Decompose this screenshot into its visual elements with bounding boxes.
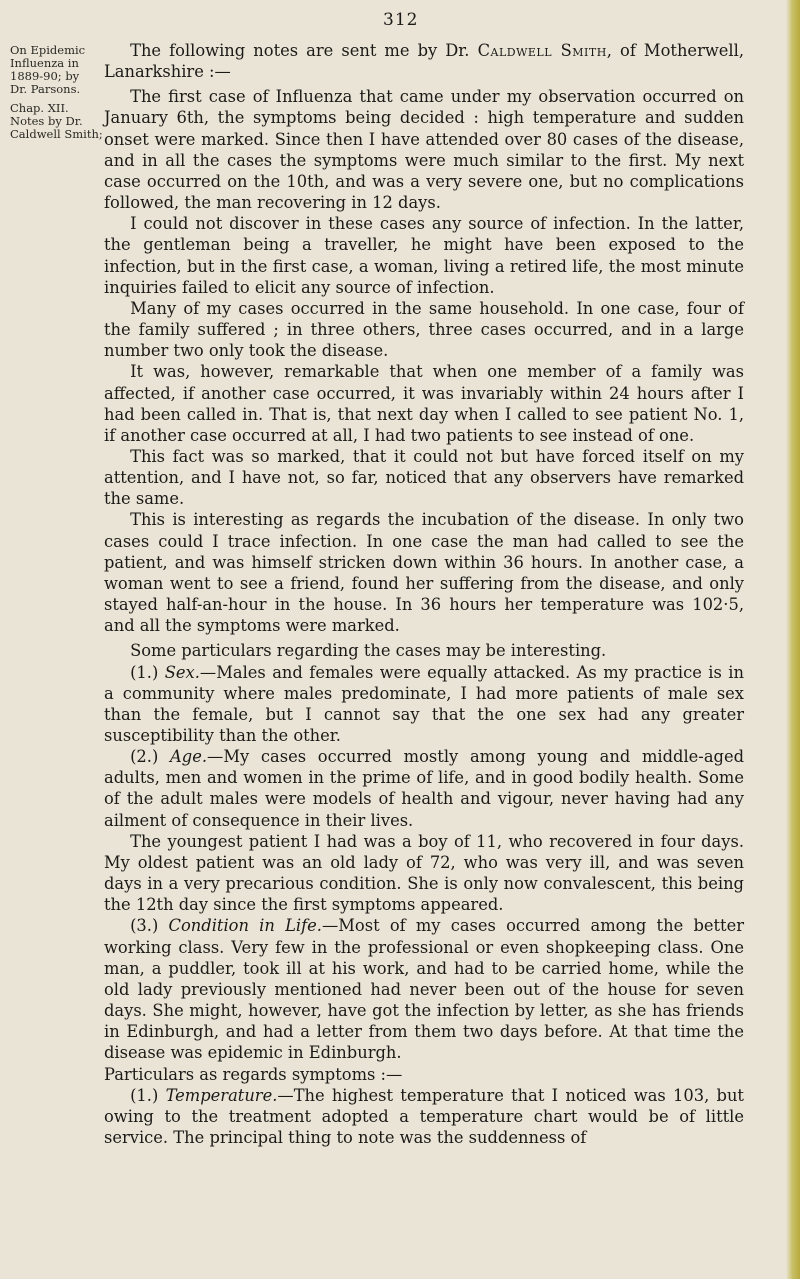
section-heading: Age. bbox=[170, 747, 208, 767]
section-heading: Temperature. bbox=[165, 1085, 278, 1105]
paragraph-condition: (3.) Condition in Life.—Most of my cases occurred among the better working class. Very few in the professional or even shopkeeping class. One man, a puddler, took ill at his work, and had to be carried home, while the old lady previously mentioned had never been out of the house for seven days. She might, however, have got the infection by letter, as she has friends in Edinburgh, and had a letter from them two days before. At that time the disease was epidemic in Edinburgh. bbox=[104, 916, 745, 1063]
paragraph: Particulars as regards symptoms :— bbox=[104, 1064, 403, 1084]
margin-line: 1889-90; by bbox=[10, 69, 80, 83]
margin-line: Notes by Dr. bbox=[10, 114, 83, 128]
paragraph: Many of my cases occurred in the same household. In one case, four of the family suffered ; in three others, three cases occurred, and in a large number two only took the disease. bbox=[104, 298, 744, 361]
paragraph: Some particulars regarding the cases may be interesting. bbox=[130, 641, 607, 661]
page-edge bbox=[786, 0, 800, 1279]
intro-paragraph: The following notes are sent me by Dr. Caldwell Smith, of Motherwell, Lanarkshire :— bbox=[104, 41, 745, 82]
section-heading: Condition in Life. bbox=[168, 916, 322, 936]
margin-chapter: Chap. XII. bbox=[10, 101, 69, 115]
margin-line: On Epidemic bbox=[10, 43, 86, 57]
margin-note bbox=[10, 43, 103, 141]
margin-line: Caldwell Smith; bbox=[10, 127, 103, 141]
paragraph: This is interesting as regards the incubation of the disease. In only two cases could I trace infection. In one case the man had called to see the patient, and was himself stricken down within 36 hours. In another case, a woman went to see a friend, found her suffering from the disease, and only stayed half-an-hour in the house. In 36 hours her temperature was 102·5, and all the symptoms were marked. bbox=[104, 510, 744, 636]
margin-line: Dr. Parsons. bbox=[10, 82, 81, 96]
paragraph: The youngest patient I had was a boy of 11, who recovered in four days. My oldest patient was an old lady of 72, who was very ill, and was seven days in a very precarious condition. She is only now convalescent, this being the 12th day since the first symptoms appeared. bbox=[104, 831, 744, 915]
paragraph-temperature: (1.) Temperature.—The highest temperature that I noticed was 103, but owing to the treatment adopted a temperature chart would be of little service. The principal thing to note was the suddenness of bbox=[104, 1085, 744, 1147]
margin-line: Influenza in bbox=[10, 56, 79, 70]
author-name: Caldwell Smith bbox=[477, 41, 607, 60]
paragraph: The first case of Influenza that came under my observation occurred on January 6th, the symptoms being decided : high temperature and sudden onset were marked. Since then I have attended over 80 cases of the disease, and in all the cases the symptoms were much similar to the first. My next case occurred on the 10th, and was a very severe one, but no complications followed, the man recovering in 12 days. bbox=[104, 87, 744, 213]
page-number: 312 bbox=[383, 10, 419, 30]
body-text bbox=[104, 40, 744, 1148]
paragraph-sex: (1.) Sex.—Males and females were equally attacked. As my practice is in a community where males predominate, I had more patients of male sex than the female, but I cannot say that the one sex had any greater susceptibility than the other. bbox=[104, 662, 744, 745]
paragraph: It was, however, remarkable that when one member of a family was affected, if another case occurred, it was invariably within 24 hours after I had been called in. That is, that next day when I called to see patient No. 1, if another case occurred at all, I had two patients to see instead of one. bbox=[104, 362, 744, 445]
section-heading: Sex. bbox=[164, 662, 200, 682]
paragraph: This fact was so marked, that it could not but have forced itself on my attention, and I have not, so far, noticed that any observers have remarked the same. bbox=[104, 446, 744, 509]
paragraph-age: (2.) Age.—My cases occurred mostly among young and middle-aged adults, men and women in the prime of life, and in good bodily health. Some of the adult males were models of health and vigour, never having had any ailment of consequence in their lives. bbox=[104, 747, 744, 830]
paragraph: I could not discover in these cases any source of infection. In the latter, the gentleman being a traveller, he might have been exposed to the infection, but in the first case, a woman, living a retired life, the most minute inquiries failed to elicit any source of infection. bbox=[104, 214, 744, 297]
